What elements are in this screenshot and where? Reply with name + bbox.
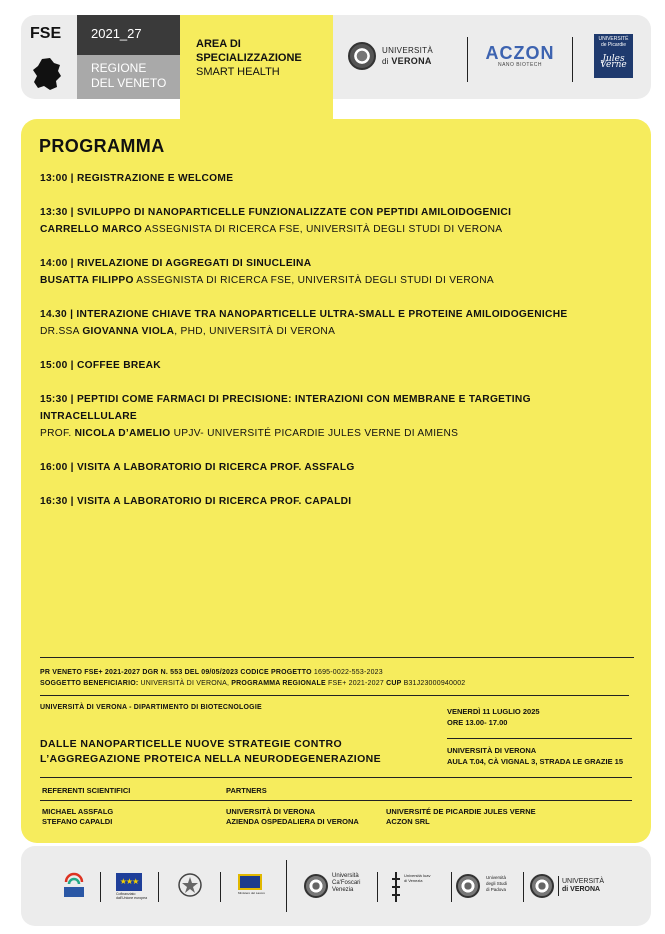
session-item [40, 391, 630, 442]
upjv-logo: UNIVERSITÉ de Picardie Jules Verne [594, 34, 633, 78]
session-item [40, 170, 630, 187]
veneto-region-icon [32, 57, 62, 91]
session-heading: 15:00 | COFFEE BREAK [40, 360, 161, 371]
referents-heading: REFERENTI SCIENTIFICI [42, 786, 131, 795]
list-item: STEFANO CAPALDI [42, 817, 113, 826]
divider [447, 738, 632, 739]
session-item [40, 255, 630, 289]
cafoscari-seal-icon [304, 874, 328, 898]
session-speaker: DR.SSA GIOVANNA VIOLA, PHD, UNIVERSITÀ DI VERONA [40, 326, 336, 337]
univr-seal-icon [348, 42, 376, 70]
divider [40, 695, 629, 696]
area-line-3: SMART HEALTH [196, 66, 280, 78]
session-item [40, 204, 630, 238]
region-line-2: DEL VENETO [91, 76, 167, 90]
list-item: ACZON SRL [386, 817, 430, 826]
regione-veneto-footer-icon [63, 872, 85, 898]
footer-divider [523, 872, 524, 902]
session-heading: 15:30 | PEPTIDI COME FARMACI DI PRECISIONE: INTERAZIONI CON MEMBRANE E TARGETING INTRACELLULARE [40, 394, 531, 422]
session-heading: 14:00 | RIVELAZIONE DI AGGREGATI DI SINUCLEINA [40, 258, 312, 269]
session-heading: 16:30 | VISITA A LABORATORIO DI RICERCA PROF. CAPALDI [40, 496, 352, 507]
referents-list [42, 807, 113, 827]
event-title: DALLE NANOPARTICELLE NUOVE STRATEGIE CONTRO L’AGGREGAZIONE PROTEICA NELLA NEURODEGENERAZIONE [40, 738, 382, 765]
session-item [40, 357, 630, 374]
session-speaker: BUSATTA FILIPPO ASSEGNISTA DI RICERCA FSE, UNIVERSITÀ DEGLI STUDI DI VERONA [40, 275, 495, 286]
aczon-wordmark: ACZON [485, 43, 555, 63]
region-line-1: REGIONE [91, 61, 147, 75]
list-item: AZIENDA OSPEDALIERA DI VERONA [226, 817, 359, 826]
footer-divider [558, 876, 559, 896]
eu-flag-icon: ★★★ [116, 873, 142, 891]
list-item: UNIVERSITÉ DE PICARDIE JULES VERNE [386, 807, 536, 816]
funding-line-2: SOGGETTO BENEFICIARIO: UNIVERSITÀ DI VERONA, PROGRAMMA REGIONALE FSE+ 2021-2027 CUP B31J23000940002 [40, 680, 466, 687]
partners-heading: PARTNERS [226, 786, 267, 795]
verona-footer-logo: UNIVERSITÀ di VERONA [530, 874, 608, 898]
univr-logo-line-2: VERONA [391, 56, 432, 66]
funding-line-1: PR VENETO FSE+ 2021-2027 DGR N. 553 DEL 09/05/2023 CODICE PROGETTO 1695-0022-553-2023 [40, 669, 383, 676]
footer-divider [286, 860, 287, 912]
cafoscari-logo: Università Ca'Foscari Venezia [304, 873, 374, 899]
partners-list-2 [386, 807, 536, 827]
header-divider [467, 37, 468, 82]
session-heading: 13:30 | SVILUPPO DI NANOPARTICELLE FUNZIONALIZZATE CON PEPTIDI AMILOIDOGENICI [40, 207, 512, 218]
list-item: MICHAEL ASSFALG [42, 807, 114, 816]
padova-seal-icon [456, 874, 480, 898]
aczon-subtitle: NANO BIOTECH [497, 62, 543, 68]
aczon-logo [484, 43, 556, 73]
event-date [447, 706, 540, 728]
program-title: PROGRAMMA [39, 136, 165, 156]
department-label: UNIVERSITÀ DI VERONA - DIPARTIMENTO DI BIOTECNOLOGIE [40, 704, 262, 711]
session-speaker: CARRELLO MARCO ASSEGNISTA DI RICERCA FSE, UNIVERSITÀ DEGLI STUDI DI VERONA [40, 224, 503, 235]
partners-list-1 [226, 807, 359, 827]
event-location: UNIVERSITÀ DI VERONA AULA T.04, CÀ VIGNAL 3, STRADA LE GRAZIE 15 [447, 746, 623, 766]
session-heading: 14.30 | INTERAZIONE CHIAVE TRA NANOPARTICELLE ULTRA-SMALL E PROTEINE AMILOIDOGENICHE [40, 309, 568, 320]
univr-logo-line-1: UNIVERSITÀ [382, 46, 434, 55]
padova-logo: Università degli Studi di Padova [456, 873, 518, 899]
period-label: 2021_27 [77, 15, 180, 55]
eu-caption: Cofinanziato dall'Unione europea [116, 892, 148, 900]
session-heading: 16:00 | VISITA A LABORATORIO DI RICERCA PROF. ASSFALG [40, 462, 355, 473]
area-line-1: AREA DI [196, 38, 241, 50]
footer-divider [158, 872, 159, 902]
footer-divider [451, 872, 452, 902]
ministry-caption: Ministero del Lavoro [238, 891, 266, 895]
divider [40, 800, 632, 801]
event-day: VENERDÌ 11 LUGLIO 2025 [447, 707, 540, 716]
iuav-mark-icon [392, 872, 400, 902]
upjv-signature: Jules Verne [600, 54, 627, 70]
eu-logo [116, 873, 150, 900]
list-item: UNIVERSITÀ DI VERONA [226, 807, 316, 816]
area-line-2: SPECIALIZZAZIONE [196, 52, 302, 64]
verona-seal-icon [530, 874, 554, 898]
session-item [40, 306, 630, 340]
footer-divider [100, 872, 101, 902]
univr-logo: UNIVERSITÀ di VERONA [348, 42, 453, 72]
session-item [40, 459, 630, 476]
session-speaker: PROF. NICOLA D’AMELIO UPJV- UNIVERSITÉ PICARDIE JULES VERNE DI AMIENS [40, 428, 459, 439]
session-heading: 13:00 | REGISTRAZIONE E WELCOME [40, 173, 234, 184]
program-sessions [40, 170, 630, 527]
footer-divider [220, 872, 221, 902]
fse-label: FSE [30, 25, 62, 42]
divider [40, 777, 632, 778]
footer-divider [377, 872, 378, 902]
specialization-area [180, 15, 333, 121]
event-hours: ORE 13.00- 17.00 [447, 718, 508, 727]
session-item [40, 493, 630, 510]
iuav-logo: Università Iuav di Venezia [392, 872, 442, 902]
divider [40, 657, 634, 658]
italian-republic-emblem-icon [177, 872, 203, 898]
header-divider [572, 37, 573, 82]
ministry-crest-icon [238, 874, 262, 890]
region-label [77, 55, 180, 99]
ministry-logo [238, 874, 265, 895]
